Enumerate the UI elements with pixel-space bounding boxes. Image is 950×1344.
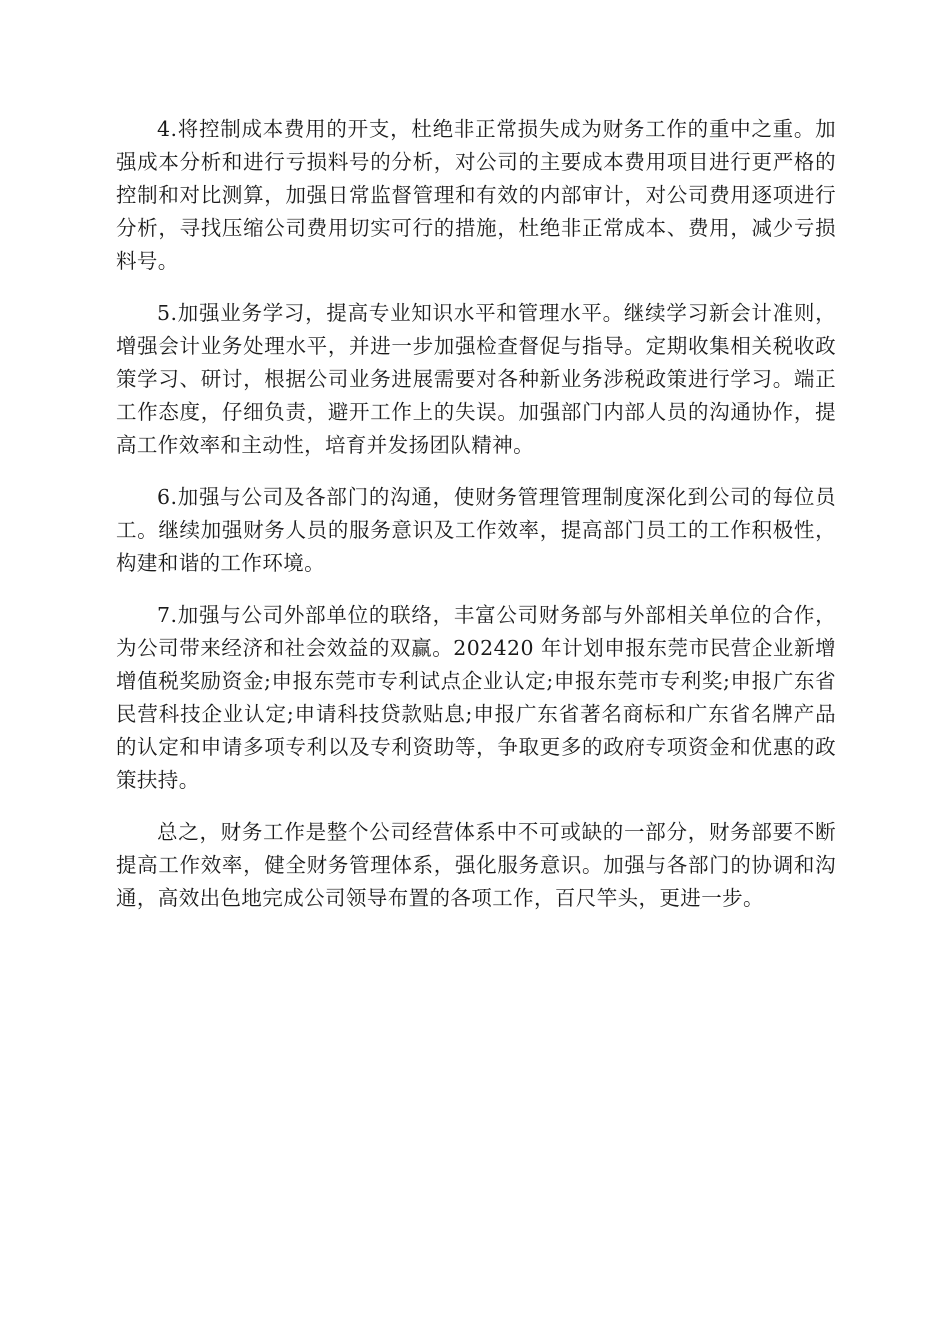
paragraph-business-study: 5.加强业务学习，提高专业知识水平和管理水平。继续学习新会计准则，增强会计业务处理水平，并进一步加强检查督促与指导。定期收集相关税收政策学习、研讨，根据公司业务进展需要对各种新业务涉税政策进行学习。端正工作态度，仔细负责，避开工作上的失误。加强部门内部人员的沟通协作，提高工作效率和主动性，培育并发扬团队精神。 (116, 301, 836, 457)
paragraph-summary: 总之，财务工作是整个公司经营体系中不可或缺的一部分，财务部要不断提高工作效率，健全财务管理体系，强化服务意识。加强与各部门的协调和沟通，高效出色地完成公司领导布置的各项工作，百尺竿头，更进一步。 (116, 820, 836, 910)
paragraph-cost-control: 4.将控制成本费用的开支，杜绝非正常损失成为财务工作的重中之重。加强成本分析和进行亏损料号的分析，对公司的主要成本费用项目进行更严格的控制和对比测算，加强日常监督管理和有效的内部审计，对公司费用逐项进行分析，寻找压缩公司费用切实可行的措施，杜绝非正常成本、费用，减少亏损料号。 (116, 117, 836, 273)
document-body (116, 113, 836, 934)
paragraph-department-communication: 6.加强与公司及各部门的沟通，使财务管理管理制度深化到公司的每位员工。继续加强财务人员的服务意识及工作效率，提高部门员工的工作积极性，构建和谐的工作环境。 (116, 485, 836, 575)
paragraph-external-liaison: 7.加强与公司外部单位的联络，丰富公司财务部与外部相关单位的合作，为公司带来经济和社会效益的双赢。202420 年计划申报东莞市民营企业新增增值税奖励资金;申报东莞市专利试点企业认定;申报东莞市专利奖;申报广东省民营科技企业认定;申请科技贷款贴息;申报广东省著名商标和广东省名牌产品的认定和申请多项专利以及专利资助等，争取更多的政府专项资金和优惠的政策扶持。 (116, 603, 836, 792)
